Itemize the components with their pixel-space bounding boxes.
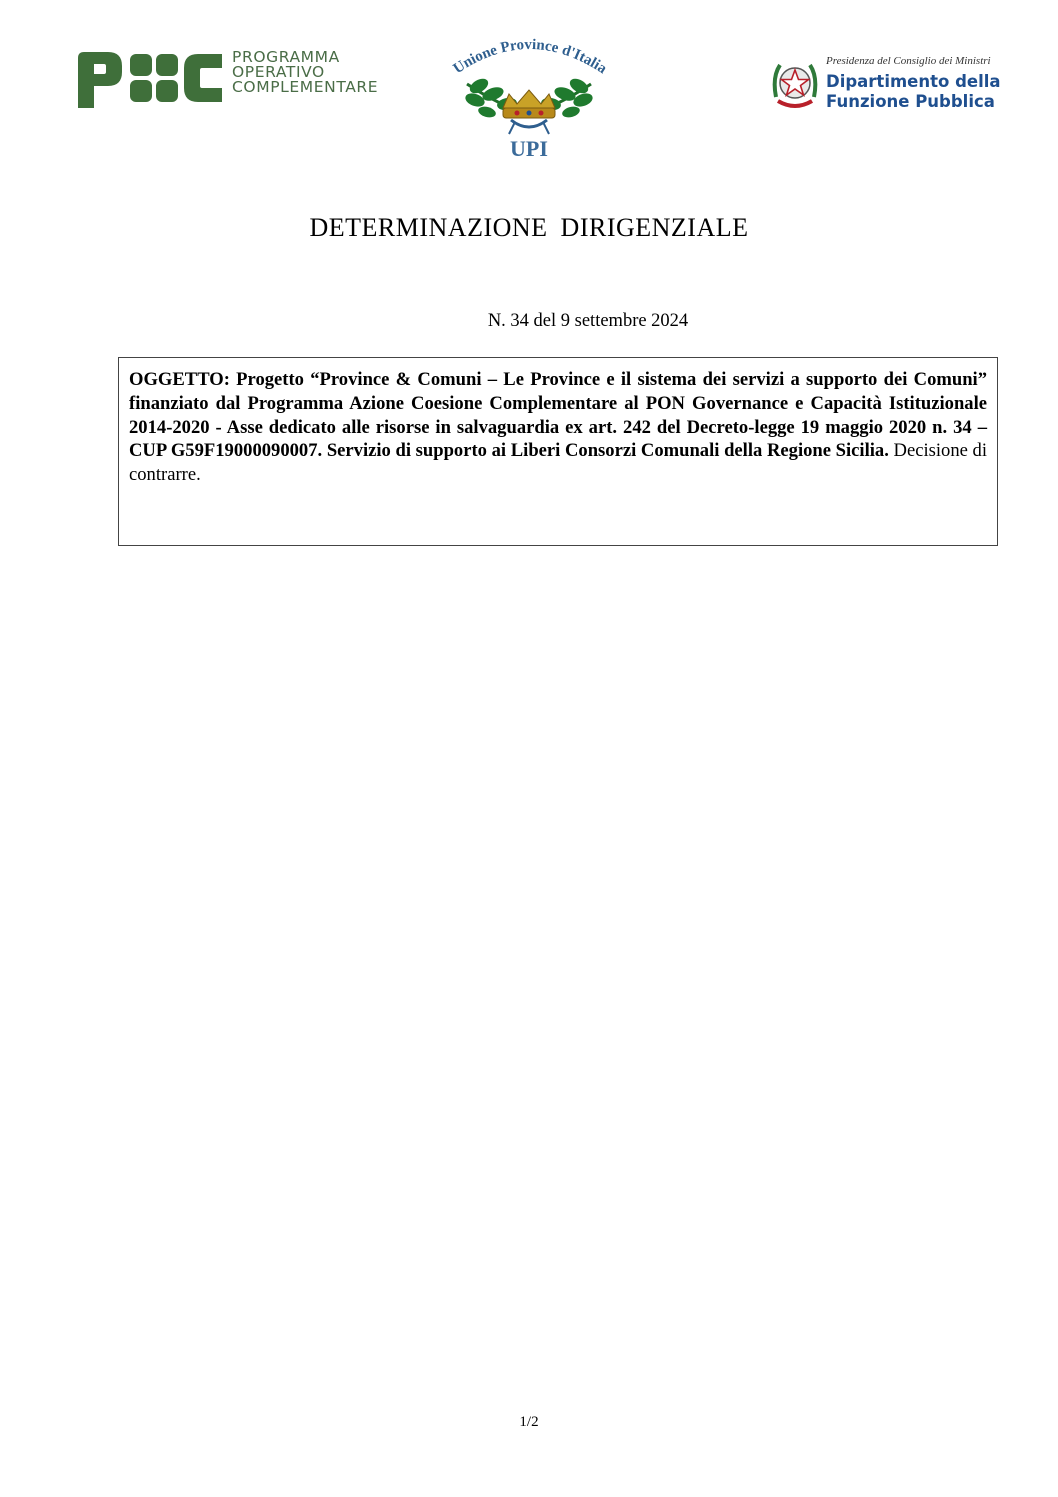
poc-line-3: COMPLEMENTARE (232, 78, 379, 96)
poc-logo-text (232, 50, 378, 95)
dfp-logo (770, 55, 1001, 115)
subject-bold: OGGETTO: Progetto “Province & Comuni – Le Province e il sistema dei servizi a supporto dei Comuni” finanziato dal Programma Azione Coesione Complementare al PON Governance e Capacità Istituzionale 2014-2020 - Asse dedicato alle risorse in salvaguardia ex art. 242 del Decreto-legge 19 maggio 2020 n. 34 – CUP G59F19000090007. Servizio di supporto ai Liberi Consorzi Comunali della Regione Sicilia. (129, 369, 987, 462)
document-title: DETERMINAZIONE DIRIGENZIALE (309, 213, 749, 242)
crown-laurel-icon (457, 64, 601, 136)
poc-logo-mark (76, 48, 224, 112)
subject-text (129, 368, 987, 487)
dfp-line-2: Funzione Pubblica (826, 92, 995, 111)
upi-acronym: UPI (510, 136, 548, 161)
dfp-line-1: Dipartimento della (826, 72, 1001, 91)
dfp-subtitle: Presidenza del Consiglio dei Ministri (826, 55, 991, 67)
subject-box (118, 357, 998, 546)
page-number: 1/2 (519, 1414, 539, 1430)
subject-decision: Decisione di contrarre. (129, 440, 987, 486)
upi-logo (447, 30, 611, 164)
poc-line-1: PROGRAMMA (232, 48, 340, 66)
svg-text:Unione Province d'Italia: Unione Province d'Italia (450, 36, 610, 78)
document-number: N. 34 del 9 settembre 2024 (487, 311, 689, 331)
italian-republic-emblem-icon (770, 57, 820, 113)
poc-line-2: OPERATIVO (232, 63, 325, 81)
poc-logo (76, 48, 386, 114)
